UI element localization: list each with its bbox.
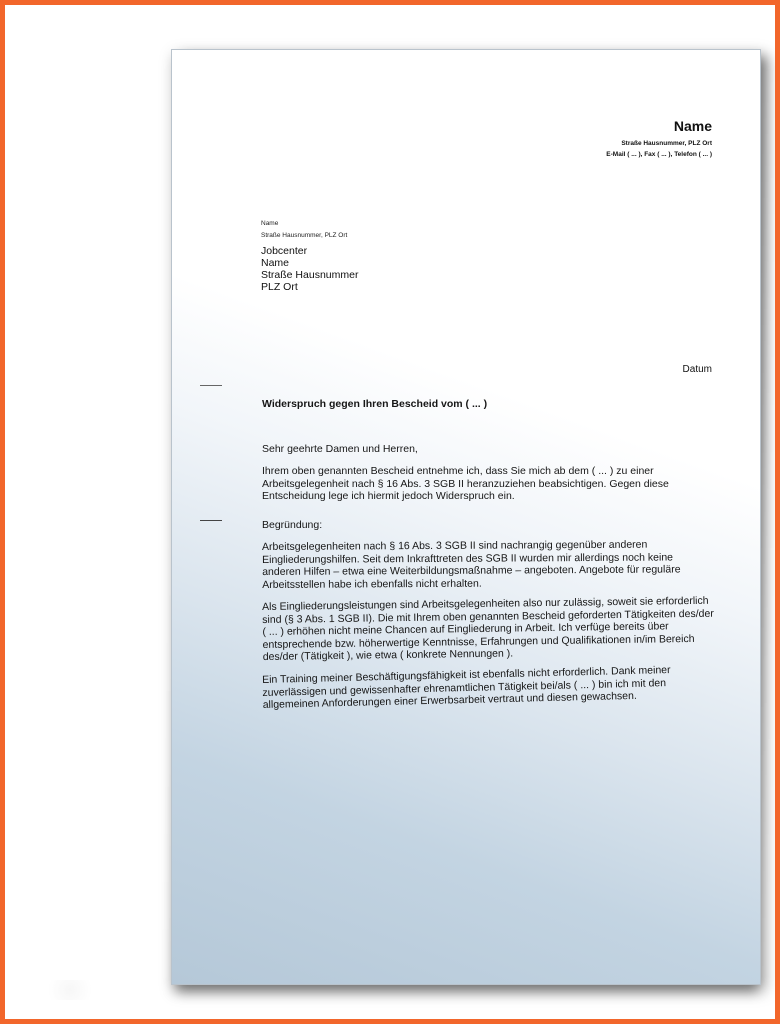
recipient-line-4: PLZ Ort <box>261 281 298 293</box>
paragraph-heading: Begründung: <box>262 518 323 531</box>
recipient-line-3: Straße Hausnummer <box>261 269 359 281</box>
letter-subject: Widerspruch gegen Ihren Bescheid vom ( ... ) <box>262 398 488 410</box>
letter-page <box>171 49 761 985</box>
recipient-address <box>261 245 358 293</box>
fold-mark-top <box>200 385 222 386</box>
letter-body <box>262 398 714 721</box>
sender-contact: E-Mail ( ... ), Fax ( ... ), Telefon ( ... ) <box>606 151 712 158</box>
sender-name: Name <box>673 118 712 134</box>
paragraph-reason-2: Als Eingliederungsleistungen sind Arbeitsgelegenheiten also nur zulässig, soweit sie erforderlich sind (§ 3 Abs. 1 SGB II). Die mit Ihrem oben genannten Bescheid geforderten Tätigkeiten des/der ( ... ) erhöhen nicht meine Chancen auf Eingliederung in Arbeit. Ich verfüge bereits über entsprechende bzw. höherwertige Kenntnisse, Erfahrungen und Qualifikationen in/im Bereich des/der (Tätigkeit ), wie etwa ( konkrete Nennungen ). <box>262 594 714 663</box>
return-address-name: Name <box>261 220 279 227</box>
recipient-line-1: Jobcenter <box>261 245 308 257</box>
letter-date: Datum <box>682 364 712 375</box>
return-address-street: Straße Hausnummer, PLZ Ort <box>261 232 348 239</box>
paragraph-reason-1: Arbeitsgelegenheiten nach § 16 Abs. 3 SGB II sind nachrangig gegenüber anderen Eingliederungshilfen. Seit dem Inkrafttreten des SGB II wurden mir allerdings noch keine anderen Hilfen – etwa eine Weiterbildungsmaßnahme – angeboten. Angebote für reguläre Arbeitsstellen habe ich ebenfalls nicht erhalten. <box>262 538 681 591</box>
sender-address: Straße Hausnummer, PLZ Ort <box>621 140 712 147</box>
salutation: Sehr geehrte Damen und Herren, <box>262 442 418 455</box>
paragraph-reason-3: Ein Training meiner Beschäftigungsfähigkeit ist ebenfalls nicht erforderlich. Dank meiner zuverlässigen und gewissenhafter ehrenamtlichen Tätigkeit bei/als ( ... ) bin ich mit den allgemeinen Anforderungen einer Erwerbsarbeit vertraut und diesen gewachsen. <box>262 663 671 711</box>
paragraph-intro: Ihrem oben genannten Bescheid entnehme ich, dass Sie mich ab dem ( ... ) zu einer Arbeitsgelegenheit nach § 16 Abs. 3 SGB II heranzuziehen beabsichtigen. Gegen diese Entscheidung lege ich hiermit jedoch Widerspruch ein. <box>262 465 669 502</box>
return-address <box>261 218 347 242</box>
sender-block <box>606 118 712 160</box>
faint-watermark <box>40 980 100 1000</box>
fold-mark-bottom <box>200 520 222 521</box>
recipient-line-2: Name <box>261 257 290 269</box>
